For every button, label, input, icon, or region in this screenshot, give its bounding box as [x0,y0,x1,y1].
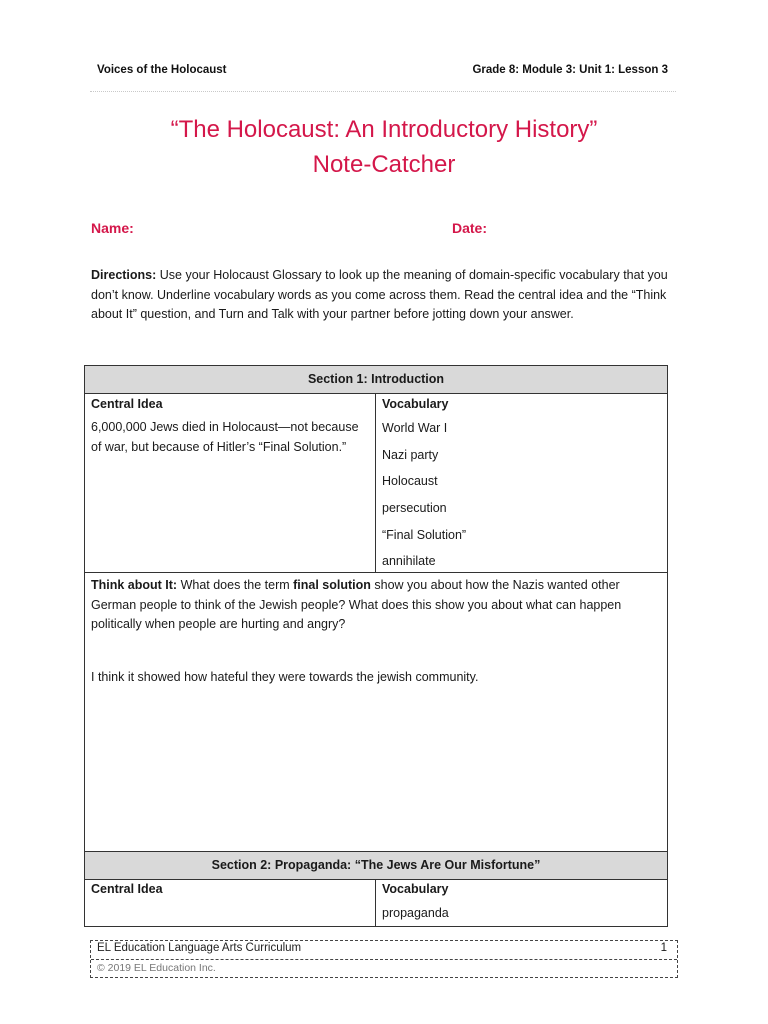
directions-paragraph [91,266,681,325]
vocabulary-label: Vocabulary [382,882,449,896]
page-number: 1 [660,942,667,954]
directions-label: Directions: [91,268,157,282]
header-lesson-ref: Grade 8: Module 3: Unit 1: Lesson 3 [472,64,668,76]
think-about-it-cell[interactable] [85,572,667,851]
header-module-title: Voices of the Holocaust [97,64,227,76]
footer-curriculum-name: EL Education Language Arts Curriculum [97,942,302,954]
page-footer [90,940,678,978]
section-2-heading: Section 2: Propaganda: “The Jews Are Our Misfortune” [85,851,667,880]
section-1-heading: Section 1: Introduction [85,366,667,394]
central-idea-text: 6,000,000 Jews died in Holocaust—not because of war, but because of Hitler’s “Final Solution.” [91,420,359,454]
question-text-part: What does the term [177,578,294,592]
section-2-vocabulary-cell [376,879,667,926]
question-key-term: final solution [293,578,371,592]
directions-text: Use your Holocaust Glossary to look up the meaning of domain-specific vocabulary that you don’t know. Underline vocabulary words as you come across them. Read the central idea and the “Think about It” question, and Turn and Talk with your partner before jotting down your answer. [91,268,668,321]
vocabulary-item: “Final Solution” [382,527,467,542]
vocabulary-label: Vocabulary [382,397,449,411]
date-label: Date: [452,220,488,236]
footer-copyright: © 2019 EL Education Inc. [97,962,216,974]
central-idea-label: Central Idea [91,397,163,411]
name-label: Name: [91,220,134,236]
student-answer[interactable]: I think it showed how hateful they were towards the jewish community. [91,669,479,684]
think-about-it-question [91,576,661,635]
vocabulary-item: World War I [382,421,448,435]
section-1-central-idea-cell[interactable] [85,394,376,572]
section-2-central-idea-cell[interactable] [85,879,376,926]
vocabulary-item: propaganda [382,906,449,920]
vocabulary-item: persecution [382,501,447,516]
think-about-it-label: Think about It: [91,578,178,592]
section-1-vocabulary-cell [376,394,667,572]
vocabulary-item: Nazi party [382,447,439,462]
header-divider [90,91,676,92]
vocabulary-item: Holocaust [382,474,438,489]
footer-divider [91,959,677,960]
note-catcher-table [84,365,668,927]
page-subtitle: Note-Catcher [312,151,456,178]
vocabulary-list [382,418,661,578]
page-title: “The Holocaust: An Introductory History” [170,116,598,143]
central-idea-label: Central Idea [91,882,163,896]
question-text-part: show you about how the Nazis wanted other German people to think of the Jewish people? What does this show you about what can happen politically when people are hurting and angry? [91,578,622,631]
vocabulary-item: annihilate [382,554,436,569]
vocabulary-list [382,903,661,930]
